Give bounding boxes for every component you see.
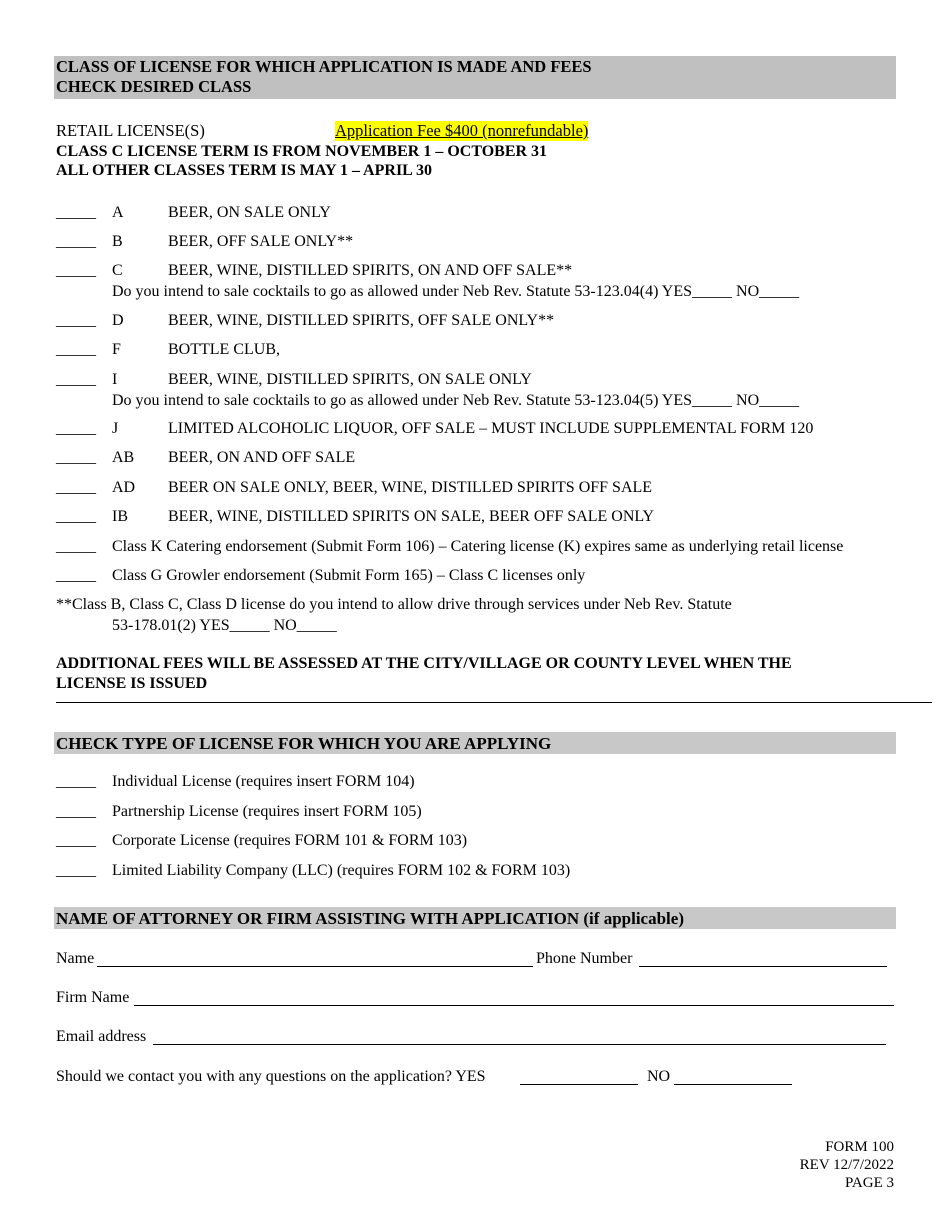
contact-question-label: Should we contact you with any questions on the application? YES: [56, 1068, 486, 1085]
class-code: C: [112, 262, 123, 279]
section-header-line2: CHECK DESIRED CLASS: [56, 77, 252, 96]
license-type-label: Limited Liability Company (LLC) (requires FORM 102 & FORM 103): [112, 862, 571, 879]
retail-license-label: RETAIL LICENSE(S): [56, 121, 205, 140]
class-f-checkbox-blank[interactable]: _____: [56, 341, 96, 358]
email-address-field[interactable]: [153, 1044, 886, 1045]
license-type-label: Partnership License (requires insert FORM 105): [112, 803, 422, 820]
section-divider: [56, 702, 932, 703]
class-ab-checkbox-blank[interactable]: _____: [56, 449, 96, 466]
class-i-checkbox-blank[interactable]: _____: [56, 371, 96, 388]
contact-no-label: NO: [647, 1068, 671, 1085]
attorney-name-field[interactable]: [97, 966, 533, 967]
class-description: BEER ON SALE ONLY, BEER, WINE, DISTILLED SPIRITS OFF SALE: [168, 479, 653, 496]
cocktails-to-go-question[interactable]: Do you intend to sale cocktails to go as allowed under Neb Rev. Statute 53-123.04(4) YES_____ NO_____: [112, 283, 800, 300]
contact-yes-field[interactable]: [520, 1084, 638, 1085]
firm-name-field[interactable]: [134, 1005, 894, 1006]
class-code: B: [112, 233, 123, 250]
application-fee-note: Application Fee $400 (nonrefundable): [335, 121, 589, 140]
section-header-license-type: CHECK TYPE OF LICENSE FOR WHICH YOU ARE APPLYING: [54, 732, 896, 754]
section-header-attorney: NAME OF ATTORNEY OR FIRM ASSISTING WITH APPLICATION (if applicable): [54, 907, 896, 929]
class-description: BEER, ON SALE ONLY: [168, 204, 331, 221]
endorsement-g-checkbox-blank[interactable]: _____: [56, 567, 96, 584]
phone-number-label: Phone Number: [536, 950, 633, 967]
license-type-label: Individual License (requires insert FORM 104): [112, 773, 415, 790]
footer-page-number: PAGE 3: [844, 1175, 894, 1191]
class-ad-checkbox-blank[interactable]: _____: [56, 479, 96, 496]
section-header-line1: CLASS OF LICENSE FOR WHICH APPLICATION IS MADE AND FEES: [56, 57, 592, 76]
license-type-checkbox-blank[interactable]: _____: [56, 832, 96, 849]
license-type-checkbox-blank[interactable]: _____: [56, 862, 96, 879]
class-description: BEER, WINE, DISTILLED SPIRITS, ON AND OFF SALE**: [168, 262, 573, 279]
class-code: D: [112, 312, 124, 329]
class-a-checkbox-blank[interactable]: _____: [56, 204, 96, 221]
endorsement-k-label: Class K Catering endorsement (Submit Form 106) – Catering license (K) expires same as underlying retail license: [112, 538, 844, 555]
class-description: BEER, WINE, DISTILLED SPIRITS ON SALE, BEER OFF SALE ONLY: [168, 508, 655, 525]
footer-revision: REV 12/7/2022: [799, 1157, 894, 1173]
class-j-checkbox-blank[interactable]: _____: [56, 420, 96, 437]
class-code: IB: [112, 508, 128, 525]
class-c-term-note: CLASS C LICENSE TERM IS FROM NOVEMBER 1 – OCTOBER 31: [56, 143, 548, 160]
class-description: BOTTLE CLUB,: [168, 341, 280, 358]
additional-fees-note-line2: LICENSE IS ISSUED: [56, 675, 208, 692]
contact-no-field[interactable]: [674, 1084, 792, 1085]
class-description: BEER, OFF SALE ONLY**: [168, 233, 354, 250]
class-description: BEER, ON AND OFF SALE: [168, 449, 356, 466]
license-type-checkbox-blank[interactable]: _____: [56, 803, 96, 820]
license-type-label: Corporate License (requires FORM 101 & FORM 103): [112, 832, 468, 849]
class-code: I: [112, 371, 118, 388]
class-code: J: [112, 420, 119, 437]
attorney-name-label: Name: [56, 950, 95, 967]
class-code: AB: [112, 449, 135, 466]
phone-number-field[interactable]: [639, 966, 887, 967]
additional-fees-note-line1: ADDITIONAL FEES WILL BE ASSESSED AT THE CITY/VILLAGE OR COUNTY LEVEL WHEN THE: [56, 655, 792, 672]
class-ib-checkbox-blank[interactable]: _____: [56, 508, 96, 525]
class-b-checkbox-blank[interactable]: _____: [56, 233, 96, 250]
class-description: BEER, WINE, DISTILLED SPIRITS, OFF SALE ONLY**: [168, 312, 555, 329]
cocktails-to-go-question[interactable]: Do you intend to sale cocktails to go as allowed under Neb Rev. Statute 53-123.04(5) YES_____ NO_____: [112, 392, 800, 409]
endorsement-g-label: Class G Growler endorsement (Submit Form 165) – Class C licenses only: [112, 567, 586, 584]
email-address-label: Email address: [56, 1028, 147, 1045]
footer-form-number: FORM 100: [825, 1139, 894, 1155]
class-code: F: [112, 341, 121, 358]
firm-name-label: Firm Name: [56, 989, 130, 1006]
class-description: LIMITED ALCOHOLIC LIQUOR, OFF SALE – MUST INCLUDE SUPPLEMENTAL FORM 120: [168, 420, 814, 437]
drive-through-question-line1: **Class B, Class C, Class D license do you intend to allow drive through services under Neb Rev. Statute: [56, 596, 732, 613]
section-header-license-class: [54, 56, 896, 99]
class-description: BEER, WINE, DISTILLED SPIRITS, ON SALE ONLY: [168, 371, 532, 388]
class-c-checkbox-blank[interactable]: _____: [56, 262, 96, 279]
class-code: AD: [112, 479, 136, 496]
endorsement-k-checkbox-blank[interactable]: _____: [56, 538, 96, 555]
class-d-checkbox-blank[interactable]: _____: [56, 312, 96, 329]
class-code: A: [112, 204, 124, 221]
other-classes-term-note: ALL OTHER CLASSES TERM IS MAY 1 – APRIL 30: [56, 162, 432, 179]
drive-through-question-line2[interactable]: 53-178.01(2) YES_____ NO_____: [112, 617, 337, 634]
license-type-checkbox-blank[interactable]: _____: [56, 773, 96, 790]
